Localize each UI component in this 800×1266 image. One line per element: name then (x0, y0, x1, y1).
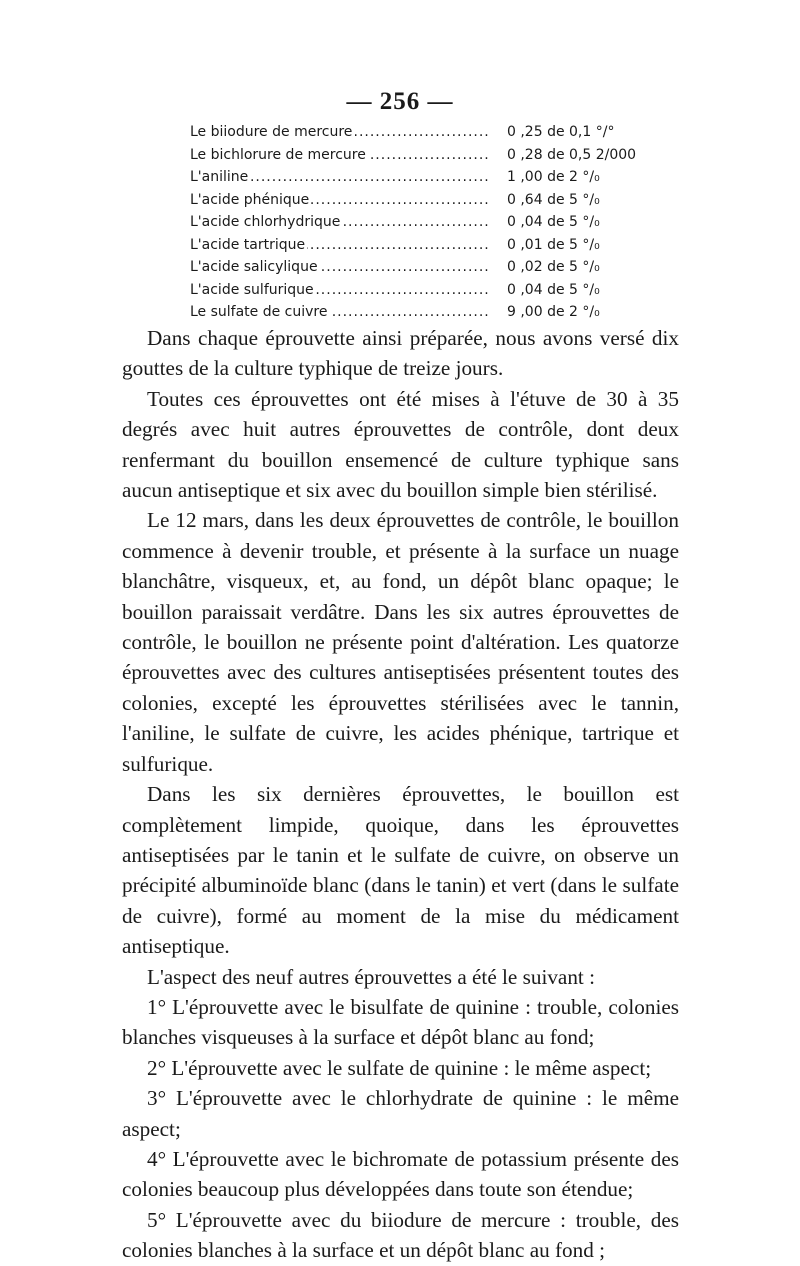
paragraph: L'aspect des neuf autres éprouvettes a été le suivant : (147, 964, 595, 989)
table-row (190, 189, 660, 212)
row-name: Le bichlorure de mercure (190, 146, 366, 163)
row-name: Le biiodure de mercure (190, 124, 353, 140)
paragraph: Dans les six dernières éprouvettes, le bouillon est complètement limpide, quoique, dans les éprouvettes antiseptisées par le tanin et le sulfate de cuivre, on observe un précipité albuminoïde blanc (dans le tanin) et vert (dans le sulfate de cuivre), formé au moment de la mise du médicament antiseptique. (122, 782, 679, 959)
paragraph: 4° L'éprouvette avec le bichromate de potassium présente des colonies beaucoup plus développées dans toute son étendue; (122, 1146, 679, 1202)
row-name: L'acide phénique (190, 191, 310, 208)
page-number: — 256 — (346, 88, 454, 115)
row-value: 0 ,04 de 5 °/₀ (507, 214, 600, 230)
row-name: Le sulfate de cuivre (190, 304, 328, 320)
row-value: 0 ,64 de 5 °/₀ (507, 191, 600, 208)
table-row (190, 279, 660, 302)
row-name: L'acide sulfurique (190, 281, 314, 298)
body-text (122, 323, 679, 1266)
antiseptic-table (190, 121, 660, 324)
row-value: 0 ,04 de 5 °/₀ (507, 281, 600, 298)
paragraph: 3° L'éprouvette avec le chlorhydrate de quinine : le même aspect; (122, 1086, 679, 1141)
row-value: 0 ,25 de 0,1 °/° (507, 124, 615, 140)
row-name-leader (190, 166, 490, 189)
row-name-leader (190, 256, 490, 279)
row-value: 0 ,02 de 5 °/₀ (507, 259, 600, 275)
table-row (190, 121, 660, 144)
row-name: L'aniline (190, 169, 249, 185)
row-name: L'acide tartrique (190, 236, 306, 253)
row-name: L'acide chlorhydrique (190, 214, 341, 230)
row-name-leader (190, 189, 490, 212)
row-name-leader (190, 279, 490, 302)
table-row (190, 211, 660, 234)
row-name-leader (190, 121, 490, 144)
paragraph: 5° L'éprouvette avec du biiodure de mercure : trouble, des colonies blanches à la surface et un dépôt blanc au fond ; (122, 1207, 679, 1263)
row-value: 1 ,00 de 2 °/₀ (507, 169, 600, 185)
table-row (190, 234, 660, 257)
row-value: 9 ,00 de 2 °/₀ (507, 304, 600, 320)
paragraph: 1° L'éprouvette avec le bisulfate de quinine : trouble, colonies blanches visqueuses à la surface et dépôt blanc au fond; (122, 994, 679, 1050)
paragraph: 2° L'éprouvette avec le sulfate de quinine : le même aspect; (147, 1055, 652, 1080)
table-row (190, 301, 660, 324)
row-name-leader (190, 144, 490, 167)
row-name-leader (190, 211, 490, 234)
paragraph: Dans chaque éprouvette ainsi préparée, nous avons versé dix gouttes de la culture typhique de treize jours. (122, 326, 679, 381)
paragraph: Le 12 mars, dans les deux éprouvettes de contrôle, le bouillon commence à devenir trouble, et présente à la surface un nuage blanchâtre, visqueux, et, au fond, un dépôt blanc opaque; le bouillon paraissait verdâtre. Dans les six autres éprouvettes de contrôle, le bouillon ne présente point d'altération. Les quatorze éprouvettes avec des cultures antiseptisées présentent toutes des colonies, excepté les éprouvettes stérilisées avec le tannin, l'aniline, le sulfate de cuivre, les acides phénique, tartrique et sulfurique. (122, 508, 679, 776)
paragraph: Toutes ces éprouvettes ont été mises à l'étuve de 30 à 35 degrés avec huit autres éprouvettes de contrôle, dont deux renfermant du bouillon ensemencé de culture typhique sans aucun antiseptique et six avec du bouillon simple bien stérilisé. (122, 386, 679, 503)
row-value: 0 ,01 de 5 °/₀ (507, 236, 600, 253)
row-name: L'acide salicylique (190, 259, 318, 275)
row-name-leader (190, 301, 490, 324)
table-row (190, 256, 660, 279)
table-row (190, 144, 660, 167)
row-name-leader (190, 234, 490, 257)
row-value: 0 ,28 de 0,5 2/000 (507, 146, 637, 163)
table-row (190, 166, 660, 189)
